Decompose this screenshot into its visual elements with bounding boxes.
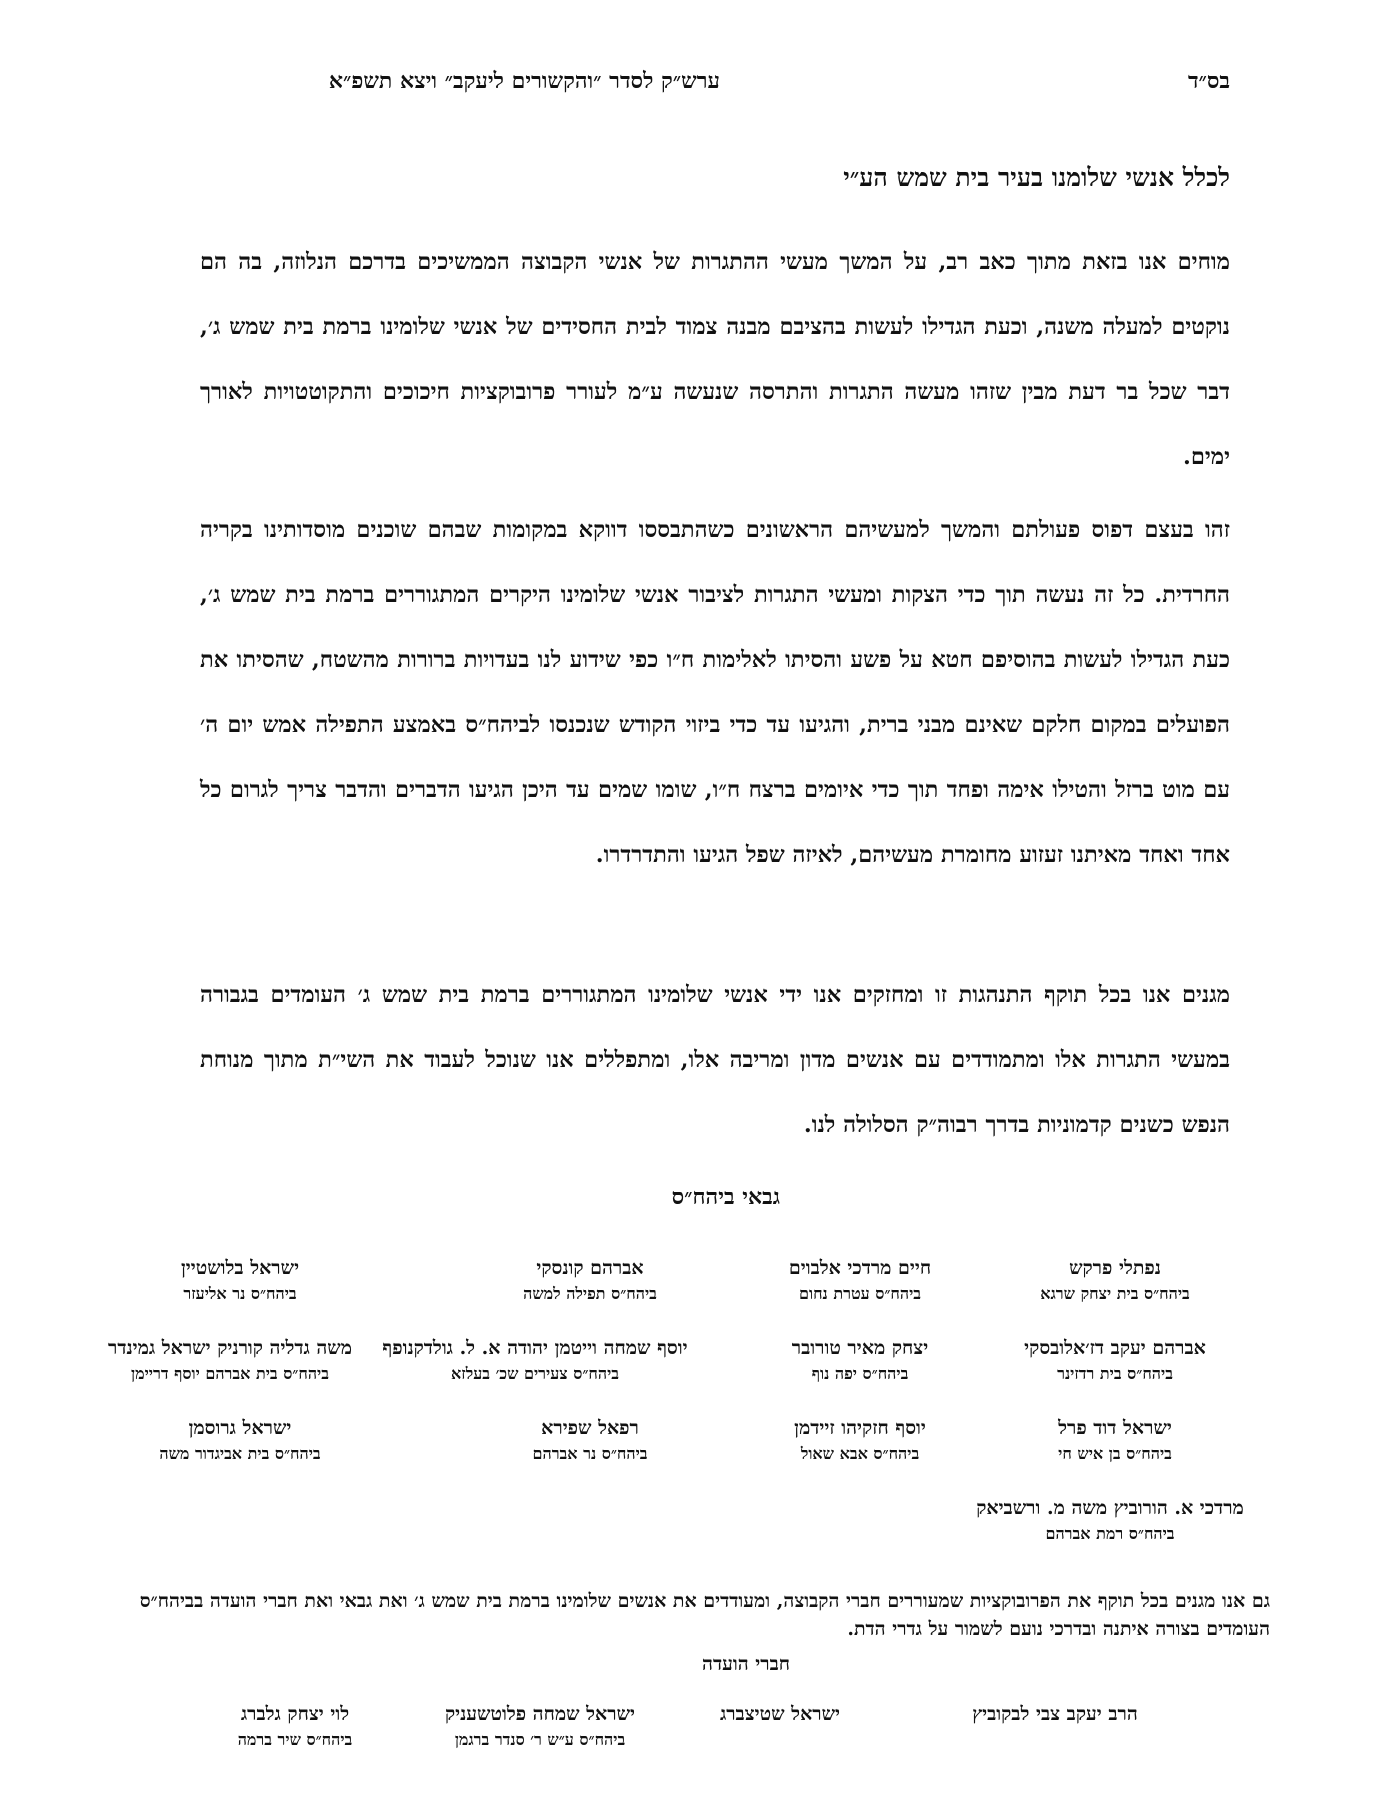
paragraph-2: זהו בעצם דפוס פעולתם והמשך למעשיהם הראשונים כשהתבססו דווקא במקומות שבהם שוכנים מוסדותינו בקריה החרדית. כל זה נעשה תוך כדי הצקות ומעשי התגרות לציבור אנשי שלומינו היקרים המתגוררים ברמת בית שמש ג׳, כעת הגדילו לעשות בהוסיפם חטא על פשע והסיתו לאלימות ח״ו כפי שידוע לנו בעדויות ברורות מהשטח, שהסיתו את הפועלים במקום חלקם שאינם מבני ברית, והגיעו עד כדי ביזוי הקודש שנכנסו לביהח״ס באמצע התפילה אמש יום ה׳ עם מוט ברזל והטילו אימה ופחד תוך כדי איומים ברצח ח״ו, שומו שמים עד היכן הגיעו הדברים והדבר צריך לגרום כל אחד ואחד מאיתנו זעזוע מחומרת מעשיהם, לאיזה שפל הגיעו והתדרדרו. xyxy=(200,517,1230,868)
signer-org: ביהח״ס בית אביגדור משה xyxy=(159,1444,321,1463)
address-line: לכלל אנשי שלומנו בעיר בית שמש הע״י xyxy=(843,163,1230,192)
signer-name: מרדכי א. הורוביץ משה מ. ורשביאק xyxy=(976,1497,1244,1519)
committee-signature xyxy=(195,1703,395,1750)
signer-org: ביהח״ס נר אליעזר xyxy=(183,1284,297,1303)
signature-block xyxy=(950,1497,1270,1544)
signature-block xyxy=(750,1257,970,1304)
paragraph-3: מגנים אנו בכל תוקף התנהגות זו ומחזקים אנו ידי אנשי שלומינו המתגוררים ברמת בית שמש ג׳ העומדים בגבורה במעשי התגרות אלו ומתמודדים עם אנשים מדון ומריבה אלו, ומתפללים אנו שנוכל לעבוד את השי״ת מתוך מנוחת הנפש כשנים קדמוניות בדרך רבוה״ק הסלולה לנו. xyxy=(200,982,1230,1138)
signer-name: לוי יצחק גלברג xyxy=(240,1703,350,1725)
committee-note: גם אנו מגנים בכל תוקף את הפרובוקציות שמעוררים חברי הקבוצה, ומעודדים את אנשים שלומינו ברמת בית שמש ג׳ ואת גבאי ואת חברי הועדה בביהח״ס העומדים בצורה איתנה ובדרכי נועם לשמור על גדרי הדת. xyxy=(139,1590,1270,1640)
signer-name: ישראל בלושטיין xyxy=(180,1257,300,1279)
committee-signature xyxy=(935,1703,1175,1730)
signer-name: יוסף חזקיהו זיידמן xyxy=(794,1417,926,1439)
signature-block xyxy=(1000,1257,1230,1304)
committee-signature xyxy=(410,1703,670,1750)
signer-name: חיים מרדכי אלבוים xyxy=(788,1257,932,1279)
signer-name: משה גדליה קורניק ישראל גמינדר xyxy=(107,1337,353,1359)
committee-title: חברי הועדה xyxy=(702,1653,790,1675)
signer-name: ישראל גרוסמן xyxy=(188,1417,292,1439)
signature-block xyxy=(110,1257,370,1304)
signer-name: ישראל שטיצברג xyxy=(719,1703,841,1725)
signer-org: ביהח״ס אבא שאול xyxy=(800,1444,920,1463)
signature-block xyxy=(1000,1417,1230,1464)
signer-org: ביהח״ס נר אברהם xyxy=(532,1444,648,1463)
committee-signature xyxy=(670,1703,890,1730)
signer-name: אברהם יעקב דז׳אלובסקי xyxy=(1024,1337,1206,1359)
paragraph-1: מוחים אנו בזאת מתוך כאב רב, על המשך מעשי ההתגרות של אנשי הקבוצה הממשיכים בדרכם הנלוזה, בה הם נוקטים למעלה משנה, וכעת הגדילו לעשות בהציבם מבנה צמוד לבית החסידים של אנשי שלומינו ברמת בית שמש ג׳, דבר שכל בר דעת מבין שזהו מעשה התגרות והתרסה שנעשה ע״מ לעורר פרובוקציות חיכוכים והתקוטטויות לאורך ימים. xyxy=(200,249,1230,470)
signer-org: ביהח״ס בית רדזינר xyxy=(1057,1364,1173,1383)
signer-org: ביהח״ס שיר ברמה xyxy=(237,1730,353,1749)
gabbaim-title: גבאי ביהח״ס xyxy=(671,1184,780,1210)
signer-name: הרב יעקב צבי לבקוביץ xyxy=(972,1703,1138,1725)
signature-block xyxy=(460,1417,720,1464)
bsd-header: בס״ד xyxy=(1187,68,1230,94)
signer-org: ביהח״ס בית יצחק שרגא xyxy=(1040,1284,1190,1303)
signer-org: ביהח״ס עטרת נחום xyxy=(799,1284,921,1303)
signature-block xyxy=(750,1417,970,1464)
signer-org: ביהח״ס יפה נוף xyxy=(811,1364,909,1383)
signature-block xyxy=(110,1417,370,1464)
signer-org: ביהח״ס תפילה למשה xyxy=(523,1284,657,1303)
signer-org: ביהח״ס בן איש חי xyxy=(1058,1444,1172,1463)
signature-block xyxy=(45,1337,415,1384)
signer-name: אברהם קונסקי xyxy=(536,1257,644,1279)
signer-name: רפאל שפירא xyxy=(541,1417,639,1439)
signer-org: ביהח״ס ע״ש ר׳ סנדר ברגמן xyxy=(454,1730,626,1749)
signer-org: ביהח״ס בית אברהם יוסף דריימן xyxy=(131,1364,329,1383)
signature-block xyxy=(460,1257,720,1304)
signer-name: יצחק מאיר טורובר xyxy=(791,1337,929,1359)
signature-block xyxy=(985,1337,1245,1384)
signer-name: יוסף שמחה וייטמן יהודה א. ל. גולדקנופף xyxy=(382,1337,688,1359)
signer-org: ביהח״ס צעירים שכ׳ בעלזא xyxy=(451,1364,619,1383)
signer-name: ישראל שמחה פלוטשעניק xyxy=(444,1703,636,1725)
signer-name: ישראל דוד פרל xyxy=(1058,1417,1172,1439)
signer-name: נפתלי פרקש xyxy=(1069,1257,1161,1279)
signer-org: ביהח״ס רמת אברהם xyxy=(1045,1524,1175,1543)
date-heading: ערש״ק לסדר ״והקשורים ליעקב״ ויצא תשפ״א xyxy=(328,68,720,94)
signature-block xyxy=(750,1337,970,1384)
